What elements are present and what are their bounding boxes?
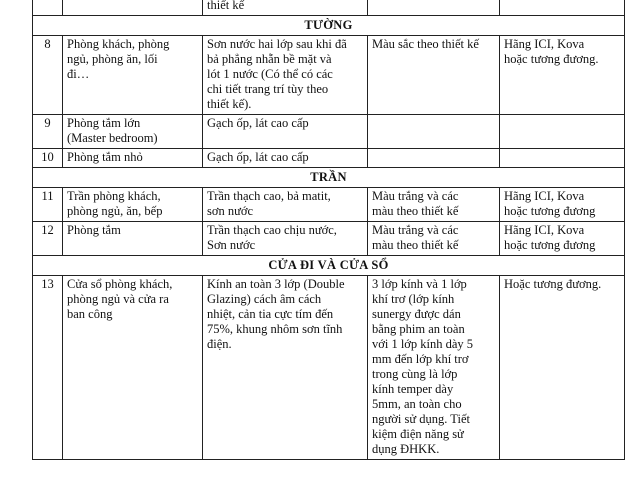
cell-finish: Màu trắng và các màu theo thiết kế bbox=[368, 188, 500, 222]
cell-brand: Hoặc tương đương. bbox=[500, 276, 625, 460]
table-row bbox=[33, 222, 625, 256]
cell-spec: Gạch ốp, lát cao cấp bbox=[203, 115, 368, 149]
cell-area: Phòng tắm nhỏ bbox=[63, 149, 203, 168]
cell-finish: 3 lớp kính và 1 lớp khí trơ (lớp kính sunergy được dán bằng phim an toàn với 1 lớp kính dày 5 mm đến lớp khí trơ trong cùng là lớp kính temper dày 5mm, an toàn cho người sử dụng. Tiết kiệm điện năng sử dụng ĐHKK. bbox=[368, 276, 500, 460]
cell-area: Phòng khách, phòng ngủ, phòng ăn, lối đi… bbox=[63, 36, 203, 115]
cell-no: 11 bbox=[33, 188, 63, 222]
cell-no: 13 bbox=[33, 276, 63, 460]
section-title: TRẦN bbox=[33, 168, 625, 188]
specification-table bbox=[32, 0, 625, 460]
cell-no: 9 bbox=[33, 115, 63, 149]
table-row bbox=[33, 276, 625, 460]
cell-spec: thiết kế bbox=[203, 0, 368, 16]
cell-area: Trần phòng khách, phòng ngủ, ăn, bếp bbox=[63, 188, 203, 222]
section-header-ceiling bbox=[33, 168, 625, 188]
cell-brand bbox=[500, 149, 625, 168]
cell-spec: Kính an toàn 3 lớp (Double Glazing) cách âm cách nhiệt, cản tia cực tím đến 75%, khung nhôm sơn tĩnh điện. bbox=[203, 276, 368, 460]
cell-no: 10 bbox=[33, 149, 63, 168]
cell-finish: Màu sắc theo thiết kế bbox=[368, 36, 500, 115]
section-header-walls bbox=[33, 16, 625, 36]
cell-area: Cửa sổ phòng khách, phòng ngủ và cửa ra ban công bbox=[63, 276, 203, 460]
cell-finish bbox=[368, 149, 500, 168]
cell-spec: Sơn nước hai lớp sau khi đã bả phẳng nhẵn bề mặt và lót 1 nước (Có thể có các chi tiết trang trí tùy theo thiết kế). bbox=[203, 36, 368, 115]
cell-spec: Trần thạch cao chịu nước, Sơn nước bbox=[203, 222, 368, 256]
cell-area bbox=[63, 0, 203, 16]
cell-no: 12 bbox=[33, 222, 63, 256]
cell-area: Phòng tắm bbox=[63, 222, 203, 256]
table-row-continued bbox=[33, 0, 625, 16]
cell-brand: Hãng ICI, Kova hoặc tương đương bbox=[500, 222, 625, 256]
cell-finish bbox=[368, 0, 500, 16]
cell-no bbox=[33, 0, 63, 16]
section-title: CỬA ĐI VÀ CỬA SỔ bbox=[33, 256, 625, 276]
table-row bbox=[33, 115, 625, 149]
cell-spec: Trần thạch cao, bả matit, sơn nước bbox=[203, 188, 368, 222]
cell-brand: Hãng ICI, Kova hoặc tương đương bbox=[500, 188, 625, 222]
cell-brand bbox=[500, 115, 625, 149]
cell-spec: Gạch ốp, lát cao cấp bbox=[203, 149, 368, 168]
cell-no: 8 bbox=[33, 36, 63, 115]
cell-brand: Hãng ICI, Kova hoặc tương đương. bbox=[500, 36, 625, 115]
cell-brand bbox=[500, 0, 625, 16]
section-header-doors-windows bbox=[33, 256, 625, 276]
section-title: TƯỜNG bbox=[33, 16, 625, 36]
table-row bbox=[33, 188, 625, 222]
table-row bbox=[33, 36, 625, 115]
table-row bbox=[33, 149, 625, 168]
cell-area: Phòng tắm lớn (Master bedroom) bbox=[63, 115, 203, 149]
cell-finish: Màu trắng và các màu theo thiết kế bbox=[368, 222, 500, 256]
cell-finish bbox=[368, 115, 500, 149]
